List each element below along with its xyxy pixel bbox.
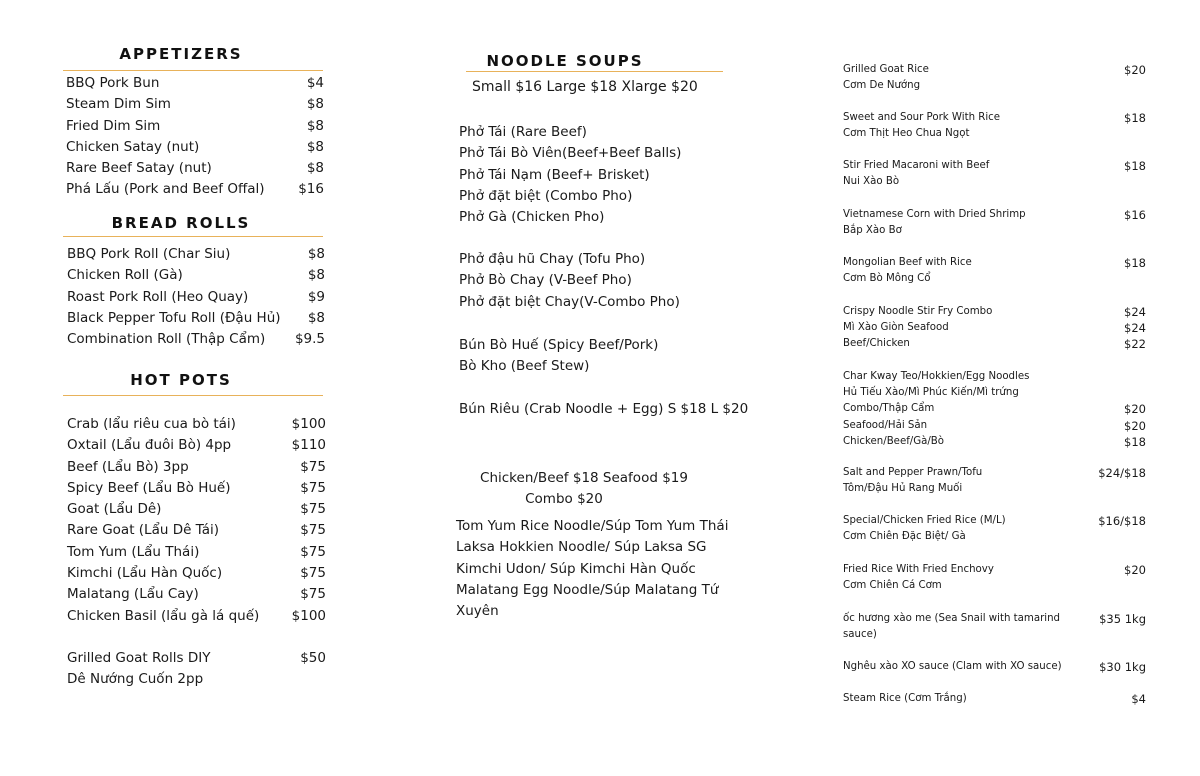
item-name: Kimchi (Lẩu Hàn Quốc) [67,565,223,582]
menu-item [67,457,326,478]
noodle-soups-title: NOODLE SOUPS [486,52,644,70]
menu-item [67,329,325,350]
item-name: Beef (Lẩu Bò) 3pp [67,458,189,475]
menu-item: Tom Yum Rice Noodle/Súp Tom Yum Thái [456,518,729,534]
dish-name: Steam Rice (Cơm Trắng) [843,693,967,704]
dish-name: Cơm De Nướng [843,80,921,92]
other-group [459,335,658,378]
item-price: $75 [300,522,326,539]
item-name: Malatang (Lẩu Cay) [67,586,199,603]
item-name: BBQ Pork Roll (Char Siu) [67,246,231,262]
item-price: $75 [300,458,326,475]
soup-group [456,516,728,622]
item-name: BBQ Pork Bun [66,75,160,91]
item-name: Black Pepper Tofu Roll (Đậu Hủ) [67,309,281,326]
menu-item: Phở đặt biệt (Combo Pho) [459,187,633,204]
menu-item [67,606,326,627]
dish-name: Combo/Thập Cẩm [843,403,935,415]
noodle-soups-divider [466,71,723,72]
item-price: $8 [307,309,325,326]
appetizers-title: APPETIZERS [119,45,243,63]
menu-item: Laksa Hokkien Noodle/ Súp Laksa SG [456,539,707,556]
dish-price: $30 1kg [1099,660,1146,674]
item-name: Tom Yum (Lẩu Thái) [67,543,200,560]
main-dish-item [843,562,1146,594]
dish-name: Cơm Bò Mông Cổ [843,273,931,285]
menu-item: Malatang Egg Noodle/Súp Malatang Tứ [456,581,719,598]
item-price: $75 [300,543,326,560]
main-dish-item [843,62,1146,94]
main-dish-item [843,207,1146,239]
dish-name: Mongolian Beef with Rice [843,257,972,268]
item-subname: Dê Nướng Cuốn 2pp [67,671,204,688]
hot-pots-title: HOT POTS [130,371,232,389]
item-price: $50 [300,650,326,666]
menu-item [66,73,324,94]
item-price: $8 [306,117,324,134]
item-price: $16 [298,181,324,198]
dish-name: Hủ Tiếu Xào/Mì Phúc Kiến/Mì trứng [843,387,1019,399]
dish-name: Grilled Goat Rice [843,64,929,75]
main-dish-item [843,158,1146,190]
dish-name: Crispy Noodle Stir Fry Combo [843,306,993,317]
menu-item [66,158,324,179]
dish-name: Tôm/Đậu Hủ Rang Muối [843,483,963,495]
dish-name: Seafood/Hải Sản [843,419,928,431]
main-dish-item [843,304,1146,353]
dish-price: $35 1kg [1099,612,1146,626]
item-name: Fried Dim Sim [66,117,161,134]
item-name: Combination Roll (Thập Cẩm) [67,331,266,348]
dish-price: $16 [1124,208,1146,222]
main-dish-item [843,513,1146,545]
dish-name: Nui Xào Bò [843,176,900,188]
appetizers-list [66,73,324,201]
dish-price: $24 [1124,305,1146,319]
menu-item: Bún Bò Huế (Spicy Beef/Pork) [459,337,659,353]
menu-item [67,563,326,584]
menu-item: Phở Tái Nạm (Beef+ Brisket) [459,166,650,183]
bun-rieu-item: Bún Riêu (Crab Noodle + Egg) S $18 L $20 [459,401,749,417]
dish-price: $20 [1124,418,1146,433]
main-dish-item [843,691,1146,707]
menu-item: Kimchi Udon/ Súp Kimchi Hàn Quốc [456,560,696,577]
dish-price: $4 [1131,692,1146,706]
main-dish-item [843,110,1146,142]
menu-item [67,435,326,456]
item-name: Spicy Beef (Lẩu Bò Huế) [67,479,231,496]
menu-item [67,308,325,329]
item-name: Goat (Lẩu Dê) [67,501,162,518]
dish-name: Chicken/Beef/Gà/Bò [843,435,945,447]
menu-item [67,478,326,499]
dish-name: Char Kway Teo/Hokkien/Egg Noodles [843,371,1030,382]
item-price: $75 [300,586,326,603]
dish-price: $22 [1124,337,1146,352]
item-price: $8 [307,267,325,284]
item-price: $100 [291,607,326,624]
item-price: $110 [291,437,326,454]
item-name: Grilled Goat Rolls DIY [67,650,211,666]
menu-item: Phở Gà (Chicken Pho) [459,209,605,226]
dish-name: Stir Fried Macaroni with Beef [843,160,990,171]
item-name: Steam Dim Sim [66,96,171,113]
item-name: Crab (lẩu riêu cua bò tái) [67,416,236,432]
main-dish-item [843,611,1146,643]
dish-name: Special/Chicken Fried Rice (M/L) [843,515,1006,526]
menu-item: Xuyên [456,603,499,620]
main-dish-item [843,369,1146,450]
item-name: Rare Goat (Lẩu Dê Tái) [67,522,219,539]
item-price: $75 [300,479,326,496]
item-price: $4 [306,75,324,91]
item-name: Chicken Basil (lẩu gà lá quế) [67,607,260,624]
menu-item [67,265,325,286]
dish-name: ốc hương xào me (Sea Snail with tamarind [843,613,1061,624]
item-name: Chicken Satay (nut) [66,138,200,155]
menu-item: Phở đậu hũ Chay (Tofu Pho) [459,251,646,267]
dish-price: $20 [1124,402,1146,417]
menu-item [67,584,326,605]
item-name: Chicken Roll (Gà) [67,267,183,284]
price-line-2: Combo $20 [525,491,603,507]
menu-item [67,542,326,563]
size-prices: Small $16 Large $18 Xlarge $20 [472,79,698,95]
item-price: $75 [300,565,326,582]
dish-name: Fried Rice With Fried Enchovy [843,564,994,575]
dish-price: $20 [1124,63,1146,77]
menu-item: Phở Bò Chay (V-Beef Pho) [459,272,632,289]
dish-name: Cơm Chiên Cá Cơm [843,580,942,592]
dish-name: Mì Xào Giòn Seafood [843,322,949,334]
item-name: Rare Beef Satay (nut) [66,160,212,177]
dish-price: $24 [1124,321,1146,336]
bread-rolls-divider [63,236,323,237]
dish-price: $20 [1124,563,1146,577]
hot-pots-list [67,414,326,627]
dish-name: Beef/Chicken [843,338,910,350]
dish-name: Bắp Xào Bơ [843,225,902,237]
bread-rolls-title: BREAD ROLLS [111,214,251,232]
dish-name: Salt and Pepper Prawn/Tofu [843,467,983,478]
menu-item [67,520,326,541]
veg-group [459,249,680,313]
item-price: $9 [307,288,325,305]
appetizers-divider [63,70,323,71]
menu-item: Phở Tái (Rare Beef) [459,124,587,140]
menu-item [67,287,325,308]
item-price: $9.5 [294,331,325,348]
menu-item [67,414,326,435]
dish-name: Cơm Chiên Đặc Biệt/ Gà [843,531,966,543]
pho-group [459,122,681,228]
menu-item [66,94,324,115]
main-dish-item [843,255,1146,287]
menu-item [66,116,324,137]
item-price: $75 [300,501,326,518]
dish-name: Nghêu xào XO sauce (Clam with XO sauce) [843,661,1062,672]
dish-name: sauce) [843,629,877,641]
hot-pots-divider [63,395,323,396]
dish-price: $16/$18 [1098,514,1146,528]
dish-name: Vietnamese Corn with Dried Shrimp [843,209,1026,220]
price-line-1: Chicken/Beef $18 Seafood $19 [480,470,688,486]
menu-item [67,499,326,520]
bread-rolls-list [67,244,325,350]
menu-item: Phở Tái Bò Viên(Beef+Beef Balls) [459,145,682,162]
menu-item: Phở đặt biệt Chay(V-Combo Pho) [459,293,680,310]
item-price: $8 [306,160,324,177]
item-price: $8 [307,246,325,262]
dish-name: Cơm Thịt Heo Chua Ngọt [843,128,970,140]
dish-price: $18 [1124,111,1146,125]
item-price: $100 [291,416,326,432]
dish-price: $18 [1124,434,1146,449]
menu-item [67,244,325,265]
main-dish-item [843,465,1146,497]
dish-name: Sweet and Sour Pork With Rice [843,112,1001,123]
dish-price: $18 [1124,256,1146,270]
item-price: $8 [306,138,324,155]
menu-item [66,179,324,200]
item-name: Oxtail (Lẩu đuôi Bò) 4pp [67,437,232,454]
main-dish-item [843,659,1146,675]
item-price: $8 [306,96,324,113]
menu-item [66,137,324,158]
item-name: Roast Pork Roll (Heo Quay) [67,288,249,305]
grilled-goat-rolls-item [67,648,326,691]
dish-price: $24/$18 [1098,466,1146,480]
dish-price: $18 [1124,159,1146,173]
menu-item: Bò Kho (Beef Stew) [459,358,590,375]
item-name: Phá Lấu (Pork and Beef Offal) [66,181,265,198]
